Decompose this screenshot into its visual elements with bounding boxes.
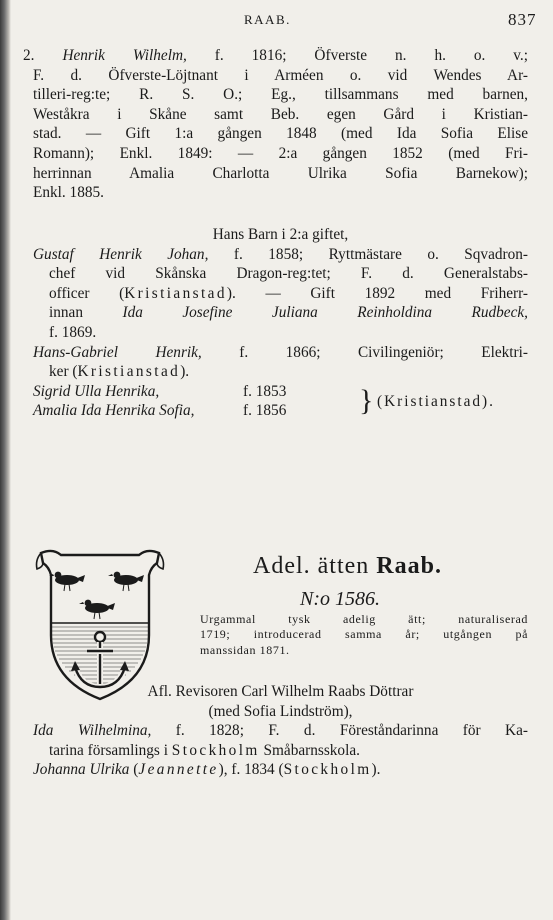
place-name: (Kristianstad). xyxy=(377,392,495,410)
person-name: Johanna Ulrika xyxy=(33,761,130,779)
entry-henrik-wilhelm: 2. Henrik Wilhelm, f. 1816; Öfverste n. h. o. v.; F. d. Öfverste-Löjtnant i Arméen o. vid Wendes Ar- tilleri-reg:te; R. S. O.; Eg., tillsammans med barnen, Weståkra i Skåne samt Beb. egen Gård i Kristian- stad. — Gift 1:a gången 1848 (med Ida Sofia Elise Romann); Enkl. 1849: — 2:a gången 1852 (med Fri- herrinnan Amalia Charlotta Ulrika Sofia Barnekow); Enkl. 1885. xyxy=(23,47,529,202)
person-name: Henrik Wilhelm, xyxy=(62,47,187,64)
entry-marker: 2. xyxy=(23,47,35,64)
raven-icon xyxy=(108,572,144,591)
place-name: Stockholm xyxy=(283,761,372,779)
section-heading: Hans Barn i 2:a giftet, xyxy=(212,226,349,243)
raven-icon xyxy=(49,572,85,591)
entry-line: herrinnan Amalia Charlotta Ulrika Sofia Barnekow); xyxy=(33,164,528,182)
person-name: Ida Wilhelmina, xyxy=(33,722,152,740)
anchor-icon xyxy=(71,632,129,687)
page-number: 837 xyxy=(508,10,537,29)
noble-family-description: Urgammal tysk adelig ätt; naturaliserad 1719; introducerad samma år; utgången på manssidan 1871. xyxy=(200,612,528,657)
family-name: Raab. xyxy=(376,553,442,579)
person-name: Sigrid Ulla Henrika, xyxy=(33,382,160,400)
coat-of-arms xyxy=(31,545,169,703)
person-name: Hans-Gabriel Henrik, xyxy=(33,343,202,361)
entry-line: stad. — Gift 1:a gången 1848 (med Ida Sofia Elise xyxy=(33,125,528,143)
person-name: Ida Josefine Juliana Reinholdina Rudbeck, xyxy=(122,304,529,322)
noble-family-title: Adel. ätten Raab. xyxy=(253,553,442,579)
page-header xyxy=(0,10,553,30)
page-binding-edge xyxy=(0,0,11,920)
place-name: Kristianstad xyxy=(124,284,227,302)
section-heading: (med Sofia Lindström), xyxy=(208,702,353,720)
entry-line: Enkl. 1885. xyxy=(33,184,104,202)
daughters-section: Afl. Revisoren Carl Wilhelm Raabs Döttrar (med Sofia Lindström), Ida Wilhelmina, f. 1828; F. d. Föreståndarinna för Ka- tarina församlings i Stockholm Småbarnsskola. Johanna Ulrika (Jeannette), f. 1834 (Stockholm). xyxy=(33,683,528,779)
entry-line: Romann); Enkl. 1849: — 2:a gången 1852 (med Fri- xyxy=(33,144,528,162)
person-name: Amalia Ida Henrika Sofia, xyxy=(33,402,195,420)
place-name: Stockholm xyxy=(171,741,260,759)
entry-line: F. d. Öfverste-Löjtnant i Arméen o. vid Wendes Ar- xyxy=(33,66,528,84)
section-heading: Afl. Revisoren Carl Wilhelm Raabs Döttrar xyxy=(147,683,414,700)
sisters-group: Sigrid Ulla Henrika, f. 1853 Amalia Ida Henrika Sofia, f. 1856 } (Kristianstad). xyxy=(33,382,495,420)
raven-icon xyxy=(79,600,115,619)
brace: } xyxy=(359,383,374,417)
person-name: Gustaf Henrik Johan, xyxy=(33,245,209,263)
noble-family-number: N:o 1586. xyxy=(300,588,380,610)
entry-line: Weståkra i Skåne samt Beb. egen Gård i Kristian- xyxy=(33,105,528,123)
nickname: Jeannette xyxy=(138,761,219,779)
place-name: Kristianstad xyxy=(77,363,181,381)
entry-line: tilleri-reg:te; R. S. O.; Eg., tillsammans med barnen, xyxy=(33,86,528,104)
children-section: Hans Barn i 2:a giftet, Gustaf Henrik Johan, f. 1858; Ryttmästare o. Sqvadron- chef vid Skånska Dragon-reg:tet; F. d. Generalstabs- officer (Kristianstad). — Gift 1892 med Friherr- innan Ida Josefine Juliana Reinholdina Rudbeck, f. 1869. Hans-Gabriel Henrik, f. 1866; Civilingeniör; Elektri- ker (Kristianstad). Sigrid Ulla Henrika, f. 1853 Amalia Ida Henrika Sofia, f. 1856 } (Kristianstad). xyxy=(33,225,528,422)
running-head: RAAB. xyxy=(244,12,291,27)
